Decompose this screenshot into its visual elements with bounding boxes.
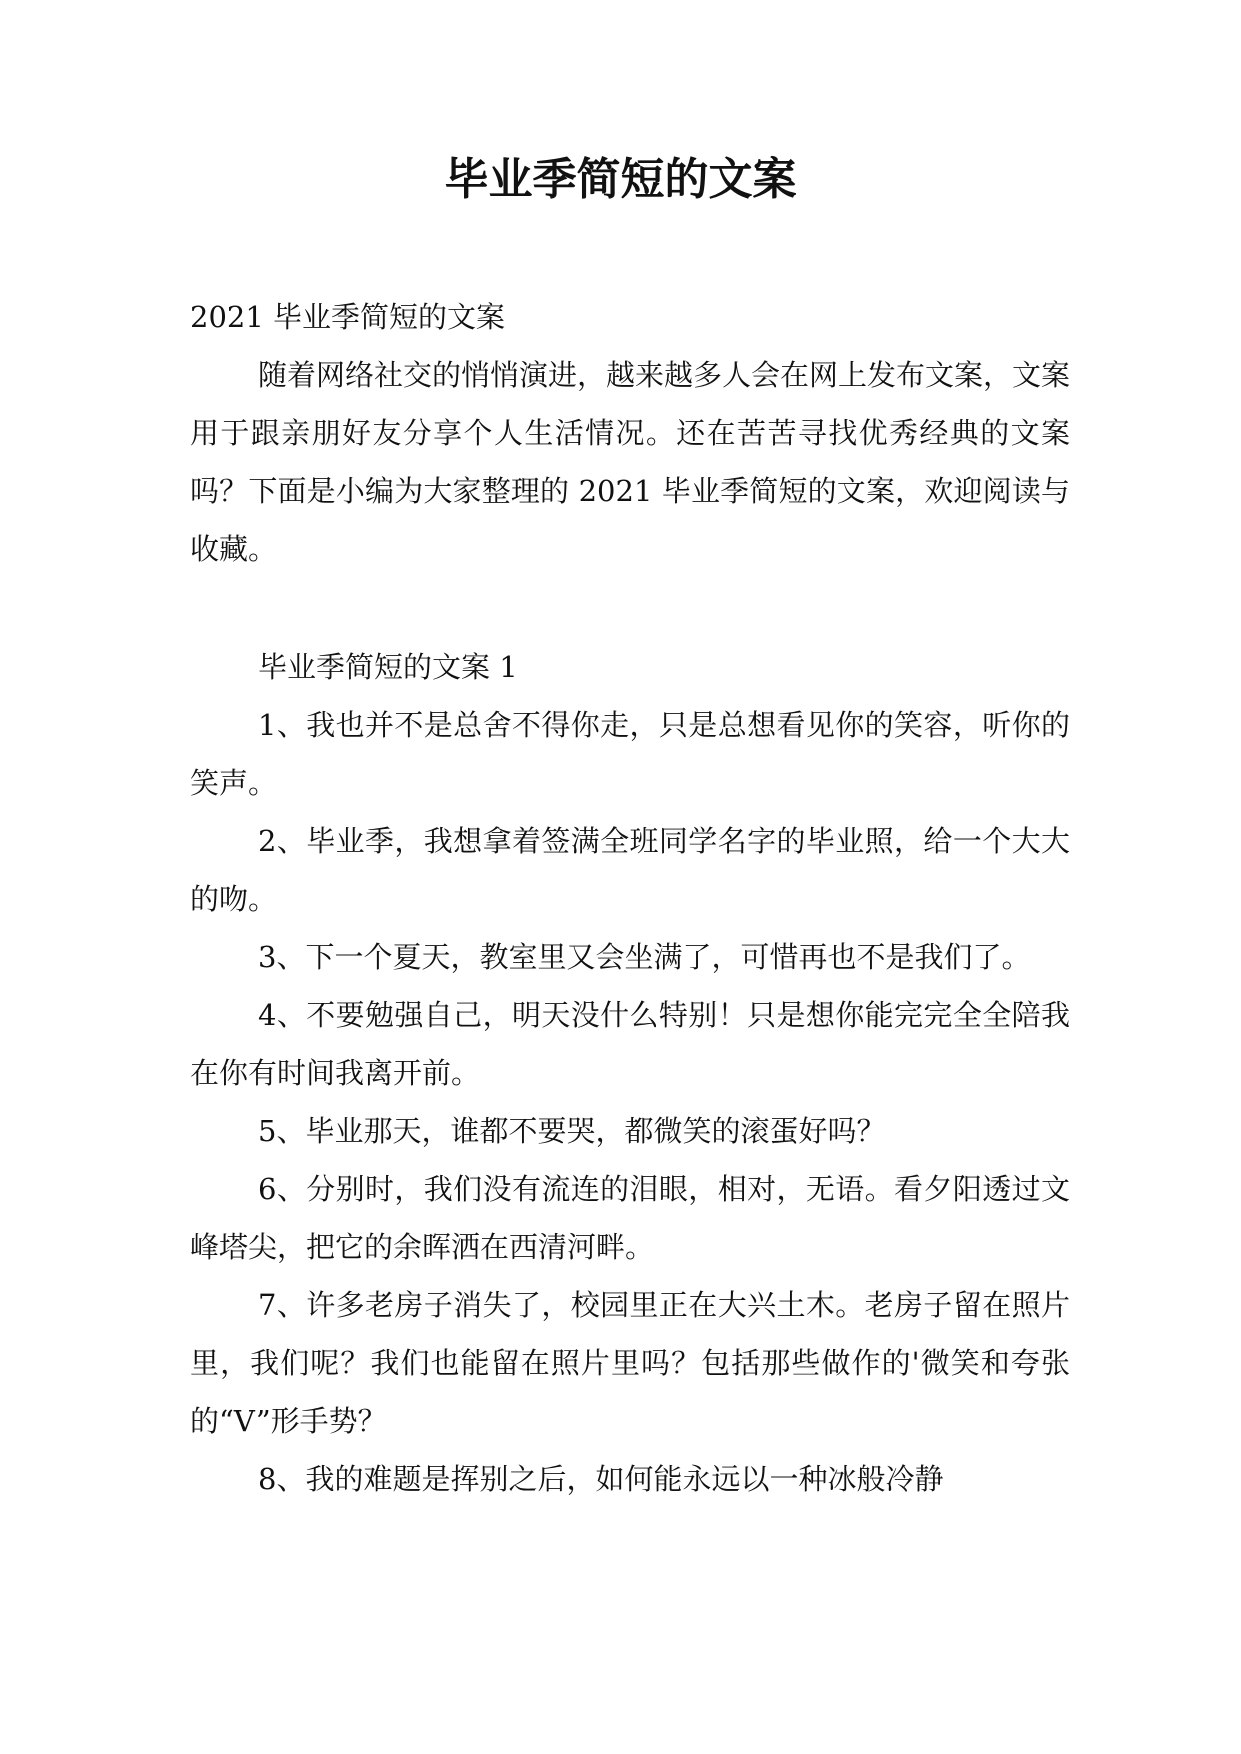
list-item: 2、毕业季，我想拿着签满全班同学名字的毕业照，给一个大大的吻。	[190, 824, 1070, 916]
section-1	[190, 638, 1070, 1508]
list-item: 5、毕业那天，谁都不要哭，都微笑的滚蛋好吗？	[258, 1114, 886, 1148]
document-subtitle: 2021 毕业季简短的文案	[190, 300, 506, 334]
list-item: 1、我也并不是总舍不得你走，只是总想看见你的笑容，听你的笑声。	[190, 708, 1070, 800]
list-item: 8、我的难题是挥别之后，如何能永远以一种冰般冷静	[258, 1462, 944, 1496]
document-title: 毕业季简短的文案	[444, 154, 797, 205]
list-item: 4、不要勉强自己，明天没什么特别！只是想你能完完全全陪我在你有时间我离开前。	[190, 998, 1070, 1090]
list-item: 6、分别时，我们没有流连的泪眼，相对，无语。看夕阳透过文峰塔尖，把它的余晖洒在西清河畔。	[190, 1172, 1070, 1264]
list-item: 7、许多老房子消失了，校园里正在大兴土木。老房子留在照片里，我们呢？我们也能留在照片里吗？包括那些做作的'微笑和夸张的“V”形手势？	[190, 1288, 1070, 1438]
list-item: 3、下一个夏天，教室里又会坐满了，可惜再也不是我们了。	[258, 940, 1031, 974]
intro-paragraph: 随着网络社交的悄悄演进，越来越多人会在网上发布文案，文案用于跟亲朋好友分享个人生活情况。还在苦苦寻找优秀经典的文案吗？下面是小编为大家整理的 2021 毕业季简短的文案，欢迎阅读与收藏。	[190, 358, 1071, 566]
section-heading: 毕业季简短的文案 1	[258, 650, 518, 684]
